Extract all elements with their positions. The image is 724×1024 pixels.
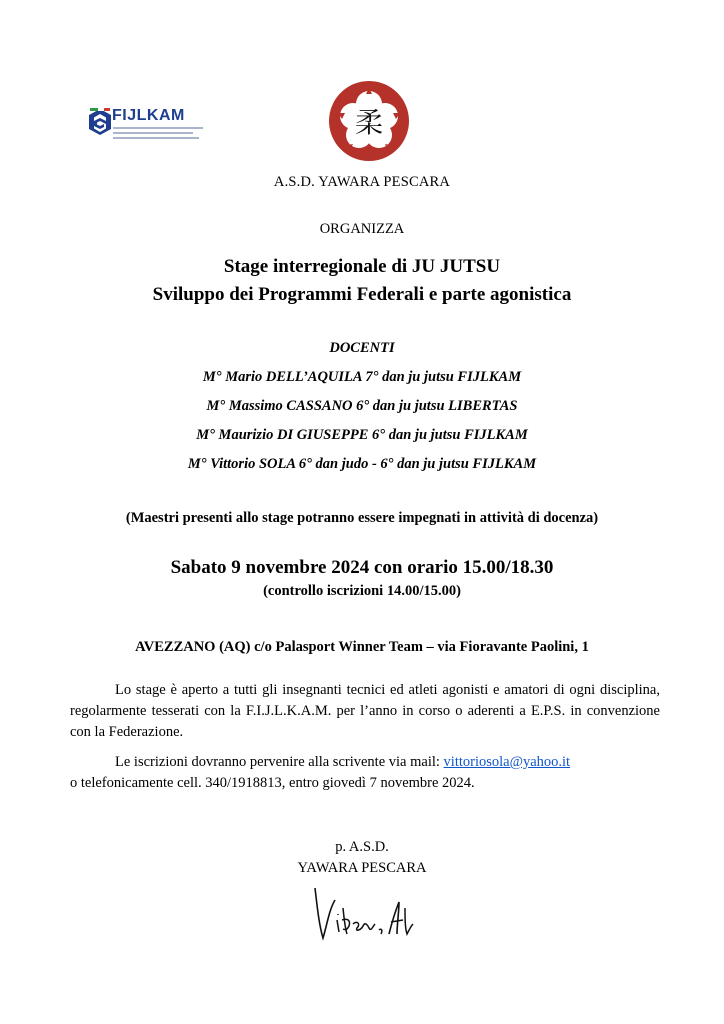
- event-location: AVEZZANO (AQ) c/o Palasport Winner Team – via Fioravante Paolini, 1: [135, 639, 589, 655]
- handwritten-signature: [305, 880, 425, 950]
- fijlkam-emblem-icon: [88, 108, 112, 136]
- registration-check-time: (controllo iscrizioni 14.00/15.00): [263, 583, 461, 599]
- signature-scribble-icon: [305, 880, 425, 950]
- signature-prefix: p. A.S.D.: [335, 839, 389, 855]
- registration-phone-text: o telefonicamente cell. 340/1918813, entro giovedì 7 novembre 2024.: [70, 775, 475, 791]
- svg-text:柔: 柔: [354, 106, 384, 139]
- paragraph-registration: [70, 752, 660, 794]
- organizza-label: ORGANIZZA: [319, 221, 405, 237]
- email-link[interactable]: vittoriosola@yahoo.it: [443, 754, 571, 770]
- docente-item: M° Vittorio SOLA 6° dan judo - 6° dan ju jutsu FIJLKAM: [187, 456, 537, 472]
- docente-item: M° Massimo CASSANO 6° dan ju jutsu LIBERTAS: [206, 398, 518, 414]
- registration-text: Le iscrizioni dovranno pervenire alla scrivente via mail:: [115, 754, 444, 770]
- club-name: A.S.D. YAWARA PESCARA: [273, 174, 451, 190]
- yawara-seal-logo: [328, 80, 410, 162]
- paragraph-eligibility-text: Lo stage è aperto a tutti gli insegnanti tecnici ed atleti agonisti e amatori di ogni disciplina, regolarmente tesserati con la F.I.J.L.K.A.M. per l’anno in corso o aderenti a E.P.S. in convenzione con la Federazione.: [70, 682, 660, 740]
- fijlkam-wordmark: FIJLKAM: [112, 107, 185, 124]
- docente-item: M° Maurizio DI GIUSEPPE 6° dan ju jutsu FIJLKAM: [196, 427, 528, 443]
- docente-item: M° Mario DELL’AQUILA 7° dan ju jutsu FIJLKAM: [202, 369, 522, 385]
- sakura-seal-icon: [328, 80, 410, 162]
- maestri-note: (Maestri presenti allo stage potranno essere impegnati in attività di docenza): [125, 510, 599, 526]
- paragraph-eligibility: [70, 680, 660, 743]
- event-title: [0, 253, 724, 309]
- docenti-heading: DOCENTI: [329, 340, 395, 356]
- title-line-1: Stage interregionale di JU JUTSU: [223, 256, 501, 277]
- event-date: Sabato 9 novembre 2024 con orario 15.00/18.30: [170, 557, 554, 578]
- fijlkam-logo: [86, 104, 211, 154]
- signature-club: YAWARA PESCARA: [297, 860, 427, 876]
- title-line-2: Sviluppo dei Programmi Federali e parte agonistica: [152, 284, 572, 305]
